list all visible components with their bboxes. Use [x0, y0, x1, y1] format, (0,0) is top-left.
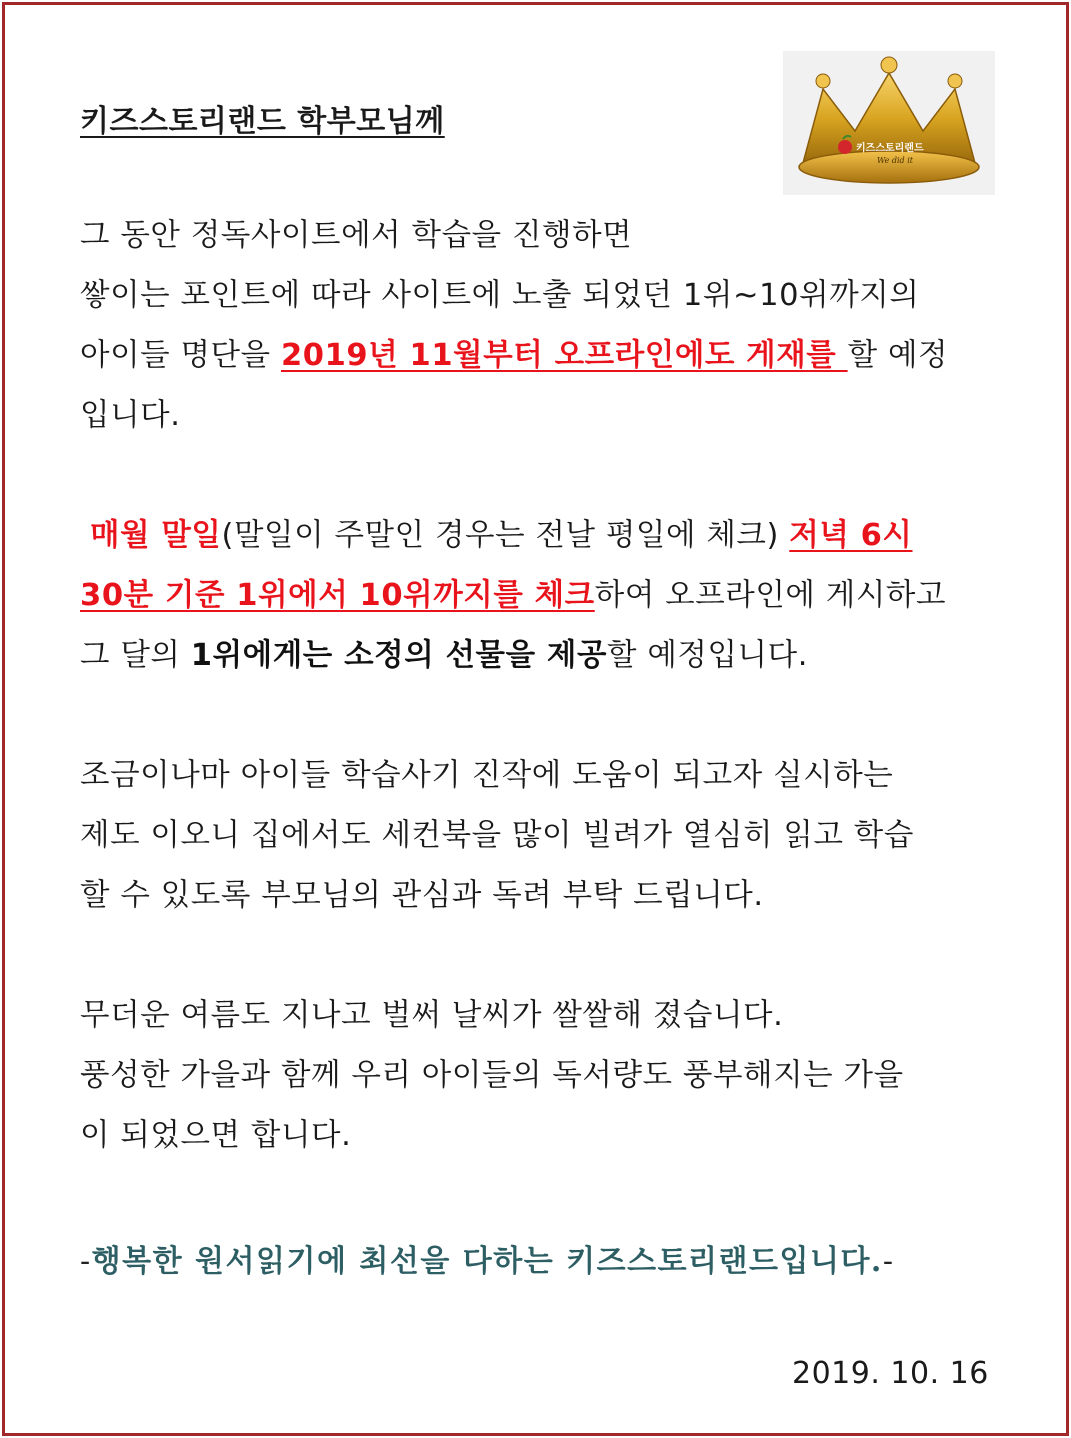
- highlight-month-end: 매월 말일: [90, 518, 222, 553]
- logo: [783, 51, 995, 195]
- logo-slogan: We did it: [877, 156, 913, 165]
- paragraph-3-line-2: 제도 이오니 집에서도 세컨북을 많이 빌려가 열심히 읽고 학습: [80, 818, 914, 853]
- closing-message: 행복한 원서읽기에 최선을 다하는 키즈스토리랜드입니다.: [91, 1244, 883, 1279]
- paragraph-2-line-2: [80, 576, 946, 616]
- paragraph-2-line-1: [90, 516, 913, 556]
- highlight-gift: 1위에게는 소정의 선물을 제공: [190, 638, 608, 673]
- paragraph-1-line-4: 입니다.: [80, 398, 181, 433]
- paragraph-4-line-1: 무더운 여름도 지나고 벌써 날씨가 쌀쌀해 졌습니다.: [80, 998, 784, 1033]
- paragraph-3-line-3: 할 수 있도록 부모님의 관심과 독려 부탁 드립니다.: [80, 878, 764, 913]
- letter-title: 키즈스토리랜드 학부모님께: [80, 104, 445, 139]
- closing-dash-right: -: [882, 1244, 895, 1279]
- paragraph-2-line-3: [80, 636, 808, 676]
- highlight-start-date: 2019년 11월부터 오프라인에도 게재를: [280, 338, 848, 373]
- paragraph-1-line-1: 그 동안 정독사이트에서 학습을 진행하면: [80, 218, 633, 253]
- highlight-check-criteria: 30분 기준 1위에서 10위까지를 체크: [80, 578, 595, 613]
- p2-weekend-note: (말일이 주말인 경우는 전날 평일에 체크): [221, 518, 790, 553]
- paragraph-4-line-2: 풍성한 가을과 함께 우리 아이들의 독서량도 풍부해지는 가을: [80, 1058, 904, 1093]
- p2-post-offline: 하여 오프라인에 게시하고: [594, 578, 947, 613]
- highlight-time: 저녁 6시: [789, 518, 913, 553]
- paragraph-4-line-3: 이 되었으면 합니다.: [80, 1118, 352, 1153]
- closing-dash-left: -: [80, 1244, 92, 1279]
- closing-line: [80, 1236, 895, 1280]
- p1-text-before: 아이들 명단을: [80, 338, 281, 373]
- paragraph-3-line-1: 조금이나마 아이들 학습사기 진작에 도움이 되고자 실시하는: [80, 758, 894, 793]
- letter-date: 2019. 10. 16: [792, 1356, 989, 1391]
- paragraph-1-line-2: 쌓이는 포인트에 따라 사이트에 노출 되었던 1위~10위까지의: [80, 278, 920, 313]
- p2-text-before: 그 달의: [80, 638, 191, 673]
- paragraph-1-line-3: [80, 336, 948, 376]
- p1-text-after: 할 예정: [847, 338, 949, 373]
- crown-icon: [783, 51, 995, 195]
- p2-text-after: 할 예정입니다.: [607, 638, 808, 673]
- logo-brand-text: 키즈스토리랜드: [856, 143, 924, 154]
